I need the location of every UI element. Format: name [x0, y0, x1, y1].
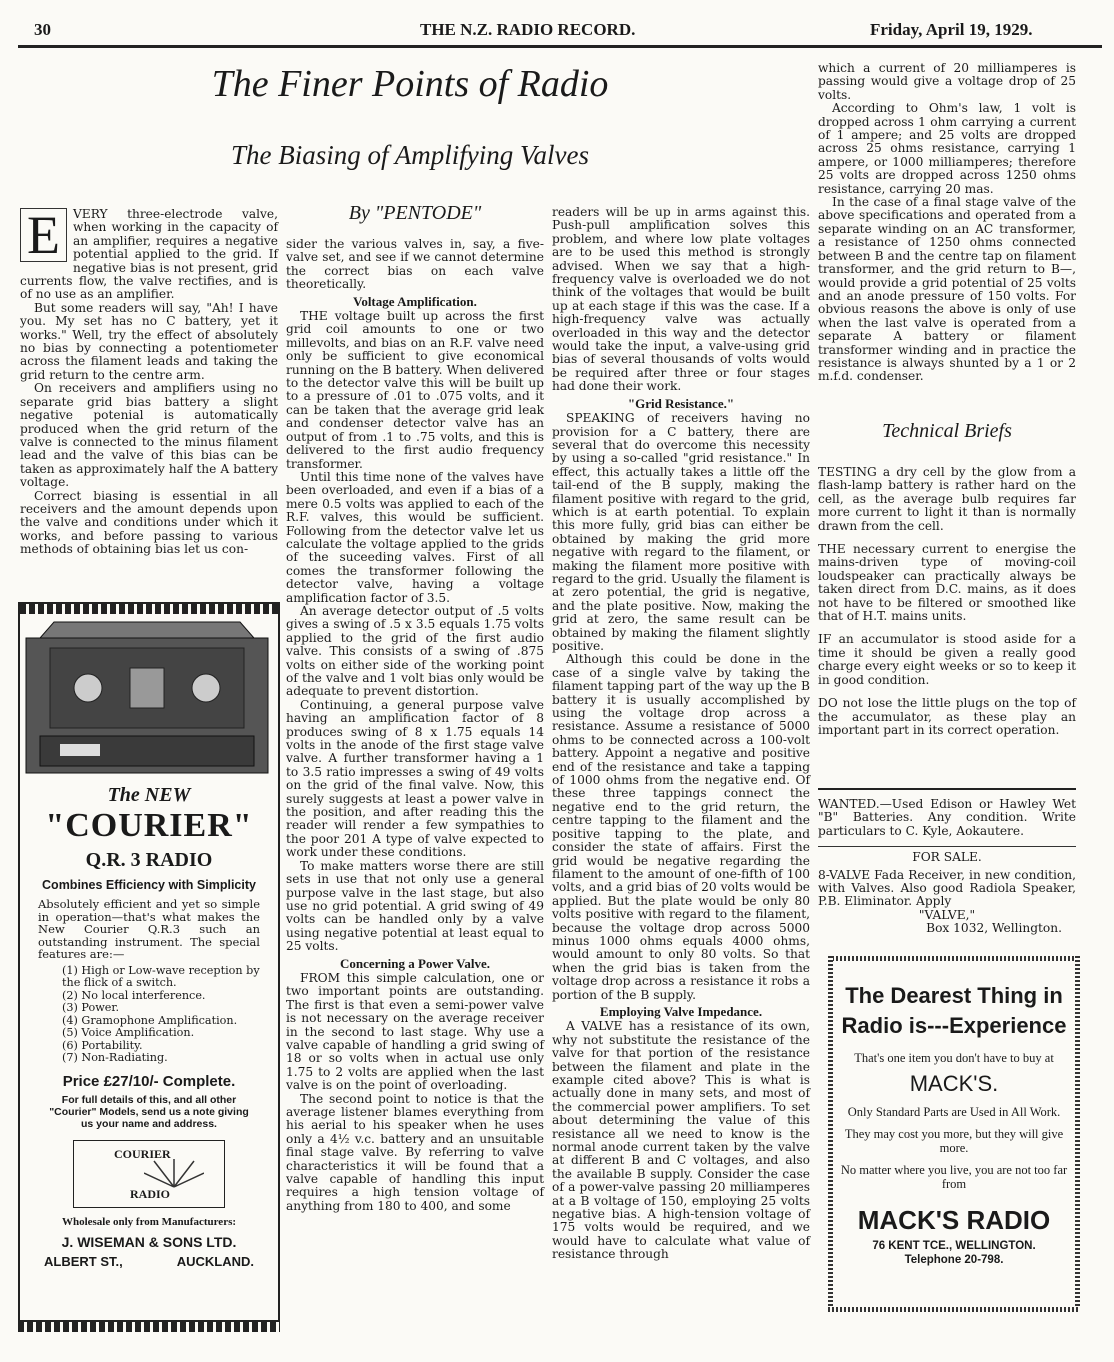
courier-details: For full details of this, and all other "Courier" Models, send us a note giving us your name and address. [49, 1093, 249, 1130]
feature-item: (6) Portability. [62, 1038, 143, 1052]
macks-line-4: No matter where you live, you are not too far from [840, 1163, 1068, 1191]
macks-advertisement [828, 956, 1080, 1312]
macks-brand: MACK'S RADIO [857, 1205, 1051, 1235]
article-column-2 [286, 238, 544, 1213]
page-number: 30 [34, 20, 51, 39]
brief-item: IF an accumulator is stood aside for a time it should be given a really good charge every eight weeks or so to keep it in good condition. [818, 632, 1076, 687]
subheading-grid-resistance: "Grid Resistance." [627, 395, 735, 411]
col2-paragraph: Continuing, a general purpose valve having an amplification factor of 8 produces swing of 8 x 1.75 equals 14 volts in the anode of the first stage valve valve. A further transformer having a 1 to 3.5 ratio impresses a swing of 49 volts on the grid of the final valve. Now, this surely suggests at least a power valve in the position, and after reading this the reader will render a few sympathies to the poor 201 A type of valve expected to work under these conditions. [286, 697, 544, 860]
col2-paragraph: To make matters worse there are still sets in use that not only use a general purpose valve in the last stage, but also use no grid potential. A grid swing of 49 volts can be handled only by a valve using negative potential at least equal to 25 volts. [286, 858, 544, 954]
technical-briefs [818, 466, 1076, 737]
for-sale-heading: FOR SALE. [912, 850, 982, 865]
macks-content [828, 983, 1080, 1266]
ad-bottom-pattern [18, 1322, 280, 1332]
for-sale-notice: 8-VALVE Fada Receiver, in new condition, with Valves. Also good Radiola Speaker, P.B. Eliminator. Apply [818, 867, 1076, 909]
courier-wholesale: Wholesale only from Manufacturers: [61, 1215, 237, 1228]
feature-item: (1) High or Low-wave reception by the flick of a switch. [62, 963, 260, 989]
col3-paragraph: readers will be up in arms against this. Push-pull amplification solves this problem, and where low plate voltages are to be used this method is strongly advised. When we say that a high-frequency valve is overloaded we do not think of the voltages that would be built up at each stage if this was the case. If a high-frequency valve was actually overloaded in this way and the detector would take the input, a valve-using grid bias of several thousands of volts would be required after three or four stages had done their work. [552, 205, 810, 394]
article-subtitle: The Biasing of Amplifying Valves [231, 140, 589, 170]
sunburst-icon [144, 1159, 204, 1189]
radio-set-illustration [20, 618, 274, 778]
article-column-3 [552, 206, 810, 1262]
ad-border-right [1075, 956, 1080, 1312]
col3-paragraph: Although this could be done in the case of a single valve by taking the filament tapping part of the way up the B battery it is usually accomplished by using the voltage drop across a resistance. Assume a resistance of 5000 ohms to be connected across a 100-volt battery. Appoint a negative and positive end of the resistance and take a tapping of 1000 ohms from the negative end. Of these three tappings connect the negative end to the grid return, the centre tapping to the filament and the positive tapping to the plate, and consider the state of affairs. First the grid would be negative regarding the filament to the amount of one-fifth of 100 volts, and a grid bias of 20 volts would be applied. But the plate would be only 80 volts positive with regard to the filament, because the voltage drop across 5000 minus 1000 ohms equals 4000 ohms, would amount to only 80 volts. So that when the grid bias is taken from the voltage drop across a resistance it robs a portion of the B supply. [552, 652, 810, 1002]
brief-item: TESTING a dry cell by the glow from a flash-lamp battery is rather hard on the cell, as the average bulb requires far more current to light it than is normally drawn from the cell. [818, 465, 1076, 533]
courier-city: AUCKLAND. [176, 1253, 254, 1269]
courier-logo [73, 1140, 225, 1208]
macks-line-3: They may cost you more, but they will give more. [844, 1127, 1064, 1155]
brief-item: DO not lose the little plugs on the top of the accumulator, as these play an important part in its correct operation. [818, 696, 1076, 737]
macks-name: MACK'S. [909, 1071, 999, 1096]
feature-item: (4) Gramophone Amplification. [62, 1013, 238, 1027]
feature-item: (3) Power. [62, 1001, 120, 1014]
classifieds [818, 798, 1076, 936]
courier-feature-list [20, 963, 278, 1065]
col2-paragraph: An average detector output of .5 volts gives a swing of .5 x 3.5 equals 1.75 volts applied to the grid of the first audio valve. This consists of a swing of .875 volts on either side of the working point of the valve and 1 volt bias only would be adequate to prevent distortion. [286, 603, 544, 699]
feature-item: (7) Non-Radiating. [62, 1051, 168, 1064]
article-title: The Finer Points of Radio [211, 63, 609, 105]
logo-bottom-text: RADIO [130, 1186, 171, 1201]
col3-paragraph: SPEAKING of receivers having no provision for a C battery, there are several that do overcome this necessity by using a so-called "grid resistance." In effect, this actually takes a little off the tail-end of the B supply, making the filament positive with regard to the grid, which is at earth potential. To explain this more fully, grid bias can either be obtained by making the grid more negative with regard to the filament, or making the filament more positive with regard to the grid. Usually the filament is at zero potential, the grid is negative, and the plate positive. Now, making the grid at zero, the same result can be obtained by making the filament slightly positive. [552, 411, 810, 653]
col2-paragraph: sider the various valves in, say, a five-valve set, and see if we cannot determine the correct bias on each valve theoretically. [286, 237, 544, 292]
drop-cap: E [20, 208, 67, 262]
col3-paragraph: A VALVE has a resistance of its own, why not substitute the resistance of the valve for that portion of the resistance between the filament and plate in the example cited above? This is what is actually done in many sets, and most of the commercial power amplifiers. To set about determining the value of this resistance all we need to know is the normal anode current taken by the valve at different B and C voltages, and also the available B supply. Consider the case of a power-valve passing 20 milliamperes at a B voltage of 150, employing 25 volts negative bias. A high-tension voltage of 175 volts would be required, and we would have to calculate what value of resistance through [552, 1019, 810, 1262]
col4-paragraph: According to Ohm's law, 1 volt is dropped across 1 ohm carrying a current of 1 ampere; and 25 volts are dropped across 25 ohms resistance, carrying 1 ampere, or 1000 milliamperes; therefore 25 volts are dropped across 1250 ohms resistance, carrying 20 mas. [818, 101, 1076, 196]
courier-the-new: The NEW [107, 784, 191, 806]
col1-paragraph: But some readers will say, "Ah! I have you. My set has no C battery, yet it works." Well, try the effect of absolutely no bias by connecting a potentiometer across the filament leads and taking the grid return to the centre arm. [20, 300, 278, 382]
ad-border-bottom [828, 1307, 1080, 1312]
col1-paragraph: Correct biasing is essential in all receivers and the amount depends upon the valve and conditions under which it works, and before passing to various methods of obtaining bias let us con- [20, 488, 278, 557]
macks-line-2: Only Standard Parts are Used in All Work. [847, 1105, 1061, 1119]
subheading-valve-impedance: Employing Valve Impedance. [599, 1003, 763, 1019]
col1-paragraph: VERY three-electrode valve, when working in the capacity of an amplifier, requires a negative potential applied to the grid. If negative bias is not present, grid currents flow, the valve rectifies, and is of no use as an amplifier. [20, 207, 278, 302]
col1-paragraph: On receivers and amplifiers using no separate grid bias battery a slight negative potenial is automatically produced when the grid return of the valve is connected to the minus filament lead and the valve of this bias can be taken as approximately half the A battery voltage. [20, 381, 278, 490]
ad-border-top [828, 956, 1080, 961]
courier-price: Price £27/10/- Complete. [62, 1072, 236, 1090]
col2-paragraph: FROM this simple calculation, one or two important points are outstanding. The first is that even a semi-power valve is not necessary on the average receiver in the second to last stage. Why use a valve capable of handling a grid swing of 18 or so volts when in actual use only 1.75 to 2 volts are applied when the last valve is on the point of overloading. [286, 970, 544, 1093]
courier-company: J. WISEMAN & SONS LTD. [61, 1233, 237, 1250]
brief-item: THE necessary current to energise the mains-driven type of moving-coil loudspeaker can practically always be taken direct from D.C. mains, as it does not have to be filtered or smoothed like that of H.T. mains units. [818, 542, 1076, 624]
courier-street: ALBERT ST., [44, 1253, 123, 1269]
macks-headline-2: Radio is---Experience [841, 1013, 1067, 1038]
ad-border-pattern [20, 604, 278, 614]
macks-address: 76 KENT TCE., WELLINGTON. [872, 1240, 1036, 1252]
courier-body: Absolutely efficient and yet so simple in operation—that's what makes the New Courier Q.R.3 such an outstanding instrument. The special features are:— [38, 897, 260, 961]
feature-item: (5) Voice Amplification. [62, 1026, 195, 1039]
macks-line-1: That's one item you don't have to buy at [854, 1051, 1054, 1065]
for-sale-address: Box 1032, Wellington. [926, 921, 1062, 936]
macks-headline-1: The Dearest Thing in [845, 983, 1063, 1008]
courier-address [20, 1254, 278, 1269]
logo-top-text: COURIER [114, 1146, 171, 1161]
subheading-voltage-amplification: Voltage Amplification. [353, 293, 477, 309]
courier-tagline: Combines Efficiency with Simplicity [42, 878, 256, 892]
ad-border-left [828, 956, 833, 1312]
feature-item: (2) No local interference. [62, 988, 206, 1002]
courier-model: Q.R. 3 RADIO [85, 849, 213, 871]
courier-advertisement [18, 602, 280, 1322]
col2-paragraph: The second point to notice is that the average listener blames everything from his aerial to his speaker when he uses only a 4½ v.c. battery and an unsuitable final stage valve. By referring to valve characteristics it will be found that a valve capable of handling this input requires a high tension voltage of anything from 180 to 400, and some [286, 1091, 544, 1213]
col4-paragraph: In the case of a final stage valve of the above specifications and operated from a separate winding on an AC transformer, a resistance of 1250 ohms connected between B and the centre tap on filament transformer, and the grid return to B—, would provide a grid potential of 25 volts and an anode pressure of 150 volts. For obvious reasons the above is only of use when the last valve is operated from a separate A battery or filament transformer winding and in practice the resistance is always shunted by a 1 or 2 m.f.d. condenser. [818, 195, 1076, 384]
wanted-notice: WANTED.—Used Edison or Hawley Wet "B" Batteries. Any condition. Write particulars to C. Kyle, Aokautere. [818, 797, 1076, 838]
issue-date: Friday, April 19, 1929. [870, 20, 1033, 39]
article-byline: By "PENTODE" [348, 202, 482, 224]
publication-title: THE N.Z. RADIO RECORD. [420, 20, 636, 39]
header-rule [18, 45, 1102, 48]
article-column-1 [20, 205, 278, 557]
for-sale-name: "VALVE," [918, 907, 976, 922]
briefs-title: Technical Briefs [882, 420, 1012, 442]
subheading-power-valve: Concerning a Power Valve. [340, 955, 490, 971]
briefs-rule [818, 788, 1076, 790]
for-sale-rule [818, 846, 1076, 847]
courier-brand: "COURIER" [45, 807, 253, 844]
macks-phone: Telephone 20-798. [904, 1254, 1004, 1266]
col4-paragraph: which a current of 20 milliamperes is passing would give a voltage drop of 25 volts. [818, 61, 1076, 102]
col2-paragraph: THE voltage built up across the first grid coil amounts to one or two millevolts, and bias on an R.F. valve need only be sufficient to give economical running on the B battery. When delivered to the detector valve this will be built up to a pressure of .01 to .075 volts, and it can be taken that the average grid leak and condenser detector valve has an output of from .1 to .75 volts, and this is delivered to the first audio frequency transformer. [286, 309, 544, 471]
article-column-4 [818, 62, 1076, 384]
col2-paragraph: Until this time none of the valves have been overloaded, and even if a bias of a mere 0.5 volts was applied to each of the R.F. valves, this would be sufficient. Following from the detector valve let us calculate the voltage applied to the grids of the suceeding valves. First of all comes the transformer following the detector valve, having a voltage amplification factor of 3.5. [286, 469, 544, 605]
